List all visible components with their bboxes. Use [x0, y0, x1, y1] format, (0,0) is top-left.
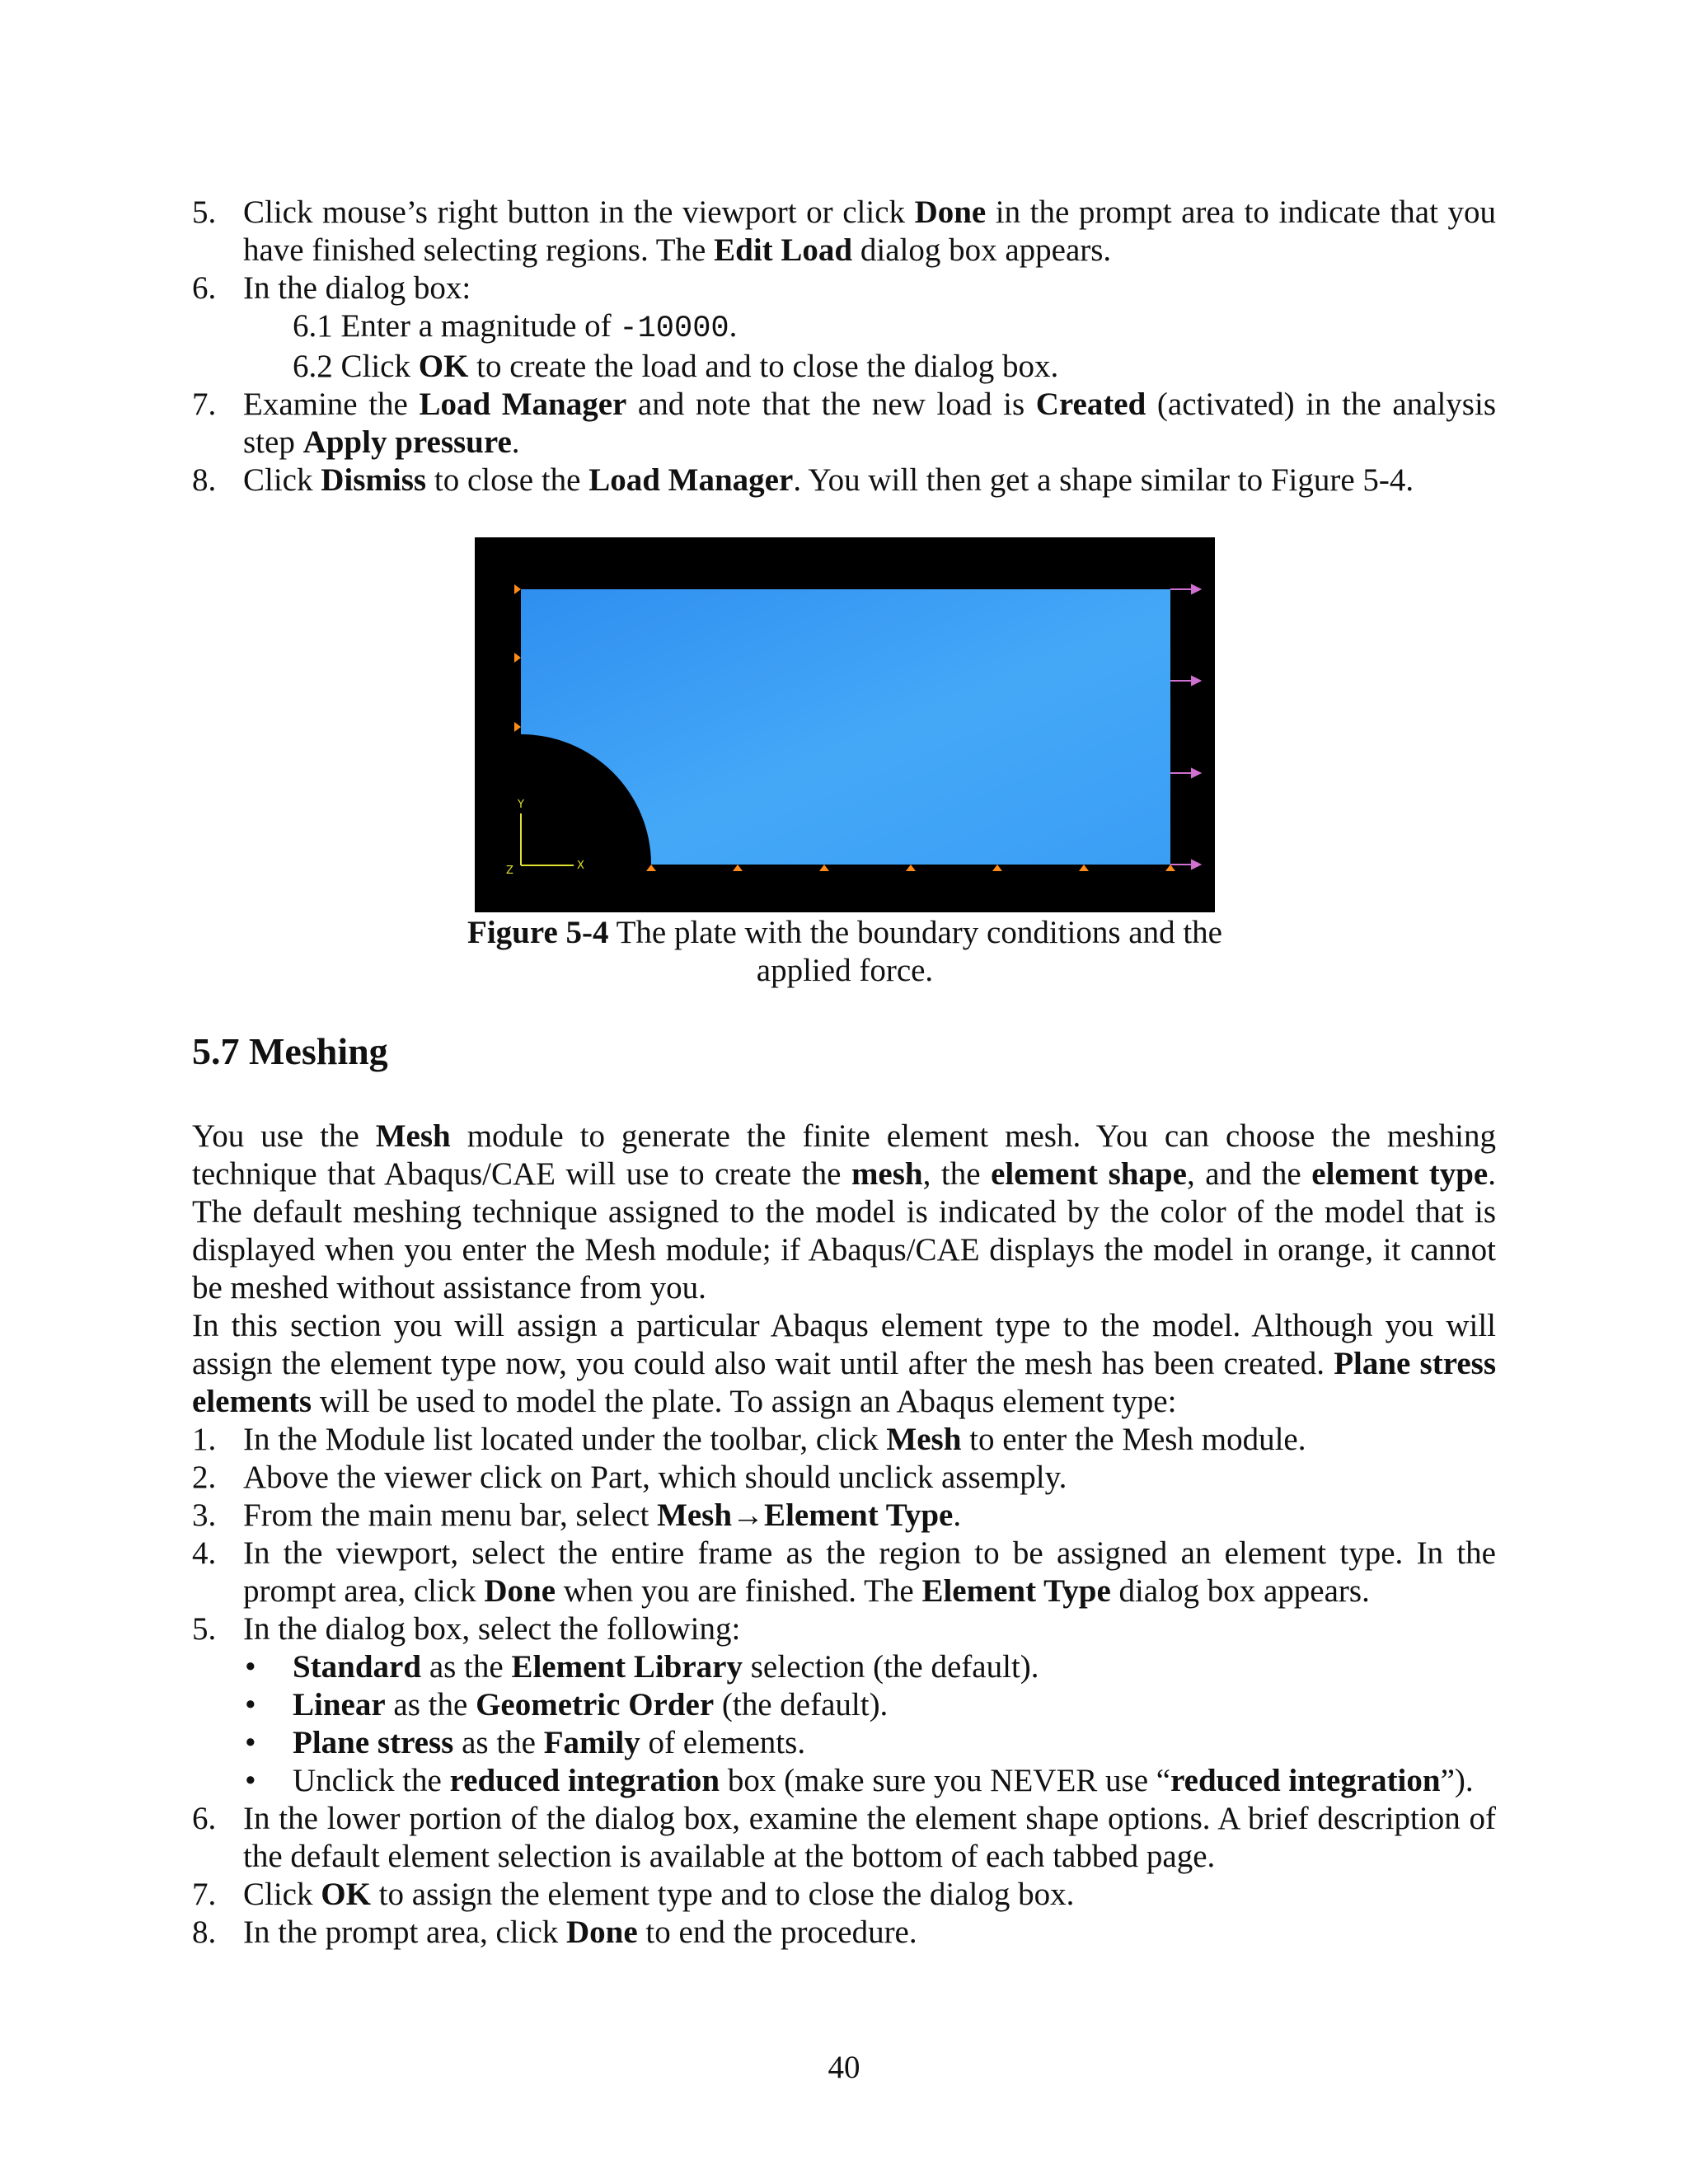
- paragraph-1: [192, 1118, 1496, 1307]
- bullet-bold: Linear: [293, 1687, 386, 1722]
- step-bold: Done: [484, 1573, 556, 1609]
- para-text: In this section you will assign a particular Abaqus element type to the model. Although you will assign the element type now, you could also wait until after the mesh has been created.: [192, 1308, 1496, 1381]
- bullet-mark: •: [245, 1763, 256, 1798]
- bullet-text: box (make sure you NEVER use “: [720, 1763, 1171, 1798]
- bullet-mark: •: [245, 1725, 256, 1760]
- para-bold: element type: [1311, 1156, 1489, 1192]
- step-text: to enter the Mesh module.: [961, 1422, 1306, 1457]
- step-text: and note that the new load is: [626, 387, 1036, 422]
- mesh-step-5: [192, 1610, 1496, 1648]
- step-text: to assign the element type and to close the dialog box.: [370, 1877, 1075, 1912]
- para-text: You use the: [192, 1118, 376, 1154]
- paragraph-2: [192, 1307, 1496, 1421]
- para-text: . The default meshing technique assigned to the model is indicated by the color of the model that is displayed when you enter the Mesh module; if Abaqus/CAE displays the model in orange, it cannot be meshed without assistance from you.: [192, 1156, 1496, 1305]
- para-bold: mesh: [851, 1156, 923, 1192]
- bc-marker: [514, 722, 521, 732]
- step-text: . You will then get a shape similar to Figure 5-4.: [793, 462, 1414, 498]
- bc-marker: [1079, 865, 1089, 871]
- bullet-bold: Standard: [293, 1649, 422, 1685]
- para-bold: Plane stress elements: [192, 1346, 1496, 1419]
- step-number: 5.: [192, 1611, 217, 1647]
- para-text: will be used to model the plate. To assign an Abaqus element type:: [312, 1384, 1177, 1419]
- bc-marker: [819, 865, 829, 871]
- bullet-bold: reduced integration: [449, 1763, 720, 1798]
- bc-marker: [733, 865, 743, 871]
- plate-shape: [521, 589, 1170, 865]
- step-bold: Load Manager: [588, 462, 794, 498]
- step-text: in the prompt area to indicate that you have finished selecting regions. The: [243, 194, 1496, 268]
- step-text: In the lower portion of the dialog box, examine the element shape options. A brief description of the default element selection is available at the bottom of each tabbed page.: [243, 1801, 1496, 1874]
- mesh-step-1: [192, 1421, 1496, 1459]
- step-text: to end the procedure.: [637, 1915, 917, 1950]
- step-text: dialog box appears.: [1110, 1573, 1370, 1609]
- step-7-top: [192, 386, 1496, 462]
- step-text: Above the viewer click on Part, which should unclick assemply.: [243, 1460, 1067, 1495]
- bullet-text: Unclick the: [293, 1763, 450, 1798]
- para-bold: element shape: [991, 1156, 1187, 1192]
- step-text: Examine the: [243, 387, 420, 422]
- substep-bold: OK: [418, 349, 469, 384]
- figure-caption: [462, 914, 1228, 990]
- magnitude-code: -10000: [619, 312, 729, 346]
- step-bold: Dismiss: [321, 462, 427, 498]
- step-text: Click: [243, 462, 321, 498]
- meshing-body: [192, 1118, 1496, 1952]
- step-bold: Element Type: [921, 1573, 1111, 1609]
- bullet-item: [192, 1686, 1496, 1724]
- step-text: In the viewport, select the entire frame as the region to be assigned an element type. In the prompt area, click: [243, 1535, 1496, 1609]
- bullet-mark: •: [245, 1649, 256, 1685]
- axis-z-label: Z: [506, 865, 513, 877]
- section-title: 5.7 Meshing: [192, 1030, 388, 1072]
- bullet-text: as the: [421, 1649, 512, 1685]
- step-text: In the dialog box, select the following:: [243, 1611, 741, 1647]
- bullet-bold: Element Library: [511, 1649, 743, 1685]
- plate-svg: [475, 537, 1215, 912]
- step-bold: Load Manager: [419, 387, 627, 422]
- bc-marker: [514, 584, 521, 594]
- mesh-step-2: [192, 1459, 1496, 1497]
- step-bold: Done: [914, 194, 987, 230]
- bullet-item: [192, 1724, 1496, 1762]
- step-bold: Mesh: [886, 1422, 962, 1457]
- substep-text: 6.2 Click: [293, 349, 419, 384]
- step-bold: OK: [321, 1877, 371, 1912]
- steps-top: [192, 194, 1496, 499]
- step-bold: Mesh→Element Type: [657, 1497, 954, 1533]
- caption-text: The plate with the boundary conditions and the applied force.: [608, 915, 1222, 988]
- para-text: , and the: [1186, 1156, 1312, 1192]
- step-text: .: [953, 1497, 962, 1533]
- figure-plate-viewport: [475, 537, 1215, 912]
- bullet-text: selection (the default).: [743, 1649, 1039, 1685]
- step-text: when you are finished. The: [556, 1573, 922, 1609]
- bullet-text: as the: [453, 1725, 544, 1760]
- bc-marker: [906, 865, 916, 871]
- step-text: (activated) in the analysis step: [243, 387, 1496, 460]
- step-number: 7.: [192, 387, 217, 422]
- axis-triad: [506, 799, 584, 877]
- step-number: 4.: [192, 1535, 217, 1571]
- bullet-bold: reduced integration: [1170, 1763, 1441, 1798]
- mesh-step-8: [192, 1914, 1496, 1952]
- step-text: In the dialog box:: [243, 270, 471, 306]
- step-number: 6.: [192, 270, 217, 306]
- step-number: 3.: [192, 1497, 217, 1533]
- step-8-top: [192, 462, 1496, 499]
- step-number: 5.: [192, 194, 217, 230]
- step-number: 2.: [192, 1460, 217, 1495]
- para-text: module to generate the finite element mesh. You can choose the meshing technique that Abaqus/CAE will use to create the: [192, 1118, 1496, 1192]
- axis-x-label: X: [577, 860, 584, 872]
- mesh-step-3: [192, 1497, 1496, 1535]
- bc-markers-bottom: [646, 865, 1175, 871]
- bullet-text: as the: [385, 1687, 476, 1722]
- step-number: 1.: [192, 1422, 217, 1457]
- bullet-bold: Family: [543, 1725, 640, 1760]
- substep-text: 6.1 Enter a magnitude of: [293, 308, 620, 344]
- mesh-step-7: [192, 1876, 1496, 1914]
- bullet-item: [192, 1648, 1496, 1686]
- page-number: 40: [828, 2050, 860, 2085]
- mesh-step-4: [192, 1535, 1496, 1610]
- step-number: 8.: [192, 462, 217, 498]
- axis-y-label: Y: [518, 799, 524, 811]
- step-text: Click: [243, 1877, 321, 1912]
- step-text: From the main menu bar, select: [243, 1497, 658, 1533]
- load-arrows-right: [1170, 585, 1200, 869]
- step-bold: Done: [566, 1915, 638, 1950]
- bullet-text: of elements.: [640, 1725, 806, 1760]
- substep-text: to create the load and to close the dialog box.: [468, 349, 1059, 384]
- bc-marker: [646, 865, 656, 871]
- step-bold: Apply pressure: [302, 424, 512, 460]
- bc-marker: [514, 653, 521, 663]
- step-bold: Edit Load: [714, 232, 853, 268]
- section-heading: [192, 1029, 1496, 1075]
- bullet-mark: •: [245, 1687, 256, 1722]
- bullet-bold: Geometric Order: [476, 1687, 715, 1722]
- step-text: .: [511, 424, 520, 460]
- bc-markers-left: [514, 584, 521, 732]
- bullet-bold: Plane stress: [293, 1725, 454, 1760]
- bc-marker: [992, 865, 1002, 871]
- step-number: 7.: [192, 1877, 217, 1912]
- step-text: Click mouse’s right button in the viewport or click: [243, 194, 915, 230]
- substep-6-2: [192, 348, 1496, 386]
- para-text: , the: [922, 1156, 992, 1192]
- step-number: 8.: [192, 1915, 217, 1950]
- caption-label: Figure 5-4: [467, 915, 609, 950]
- bullet-item: [192, 1762, 1496, 1800]
- step-text: In the Module list located under the toolbar, click: [243, 1422, 887, 1457]
- step-text: to close the: [426, 462, 589, 498]
- substep-6-1: [192, 307, 1496, 348]
- bullet-text: ”).: [1440, 1763, 1474, 1798]
- bc-marker: [1165, 865, 1175, 871]
- substep-text: .: [729, 308, 738, 344]
- para-bold: Mesh: [375, 1118, 451, 1154]
- bullet-text: (the default).: [714, 1687, 889, 1722]
- step-text: dialog box appears.: [852, 232, 1112, 268]
- mesh-step-6: [192, 1800, 1496, 1876]
- step-text: In the prompt area, click: [243, 1915, 566, 1950]
- step-number: 6.: [192, 1801, 217, 1836]
- step-5-top: [192, 194, 1496, 269]
- step-6-top: [192, 269, 1496, 307]
- step-bold: Created: [1035, 387, 1146, 422]
